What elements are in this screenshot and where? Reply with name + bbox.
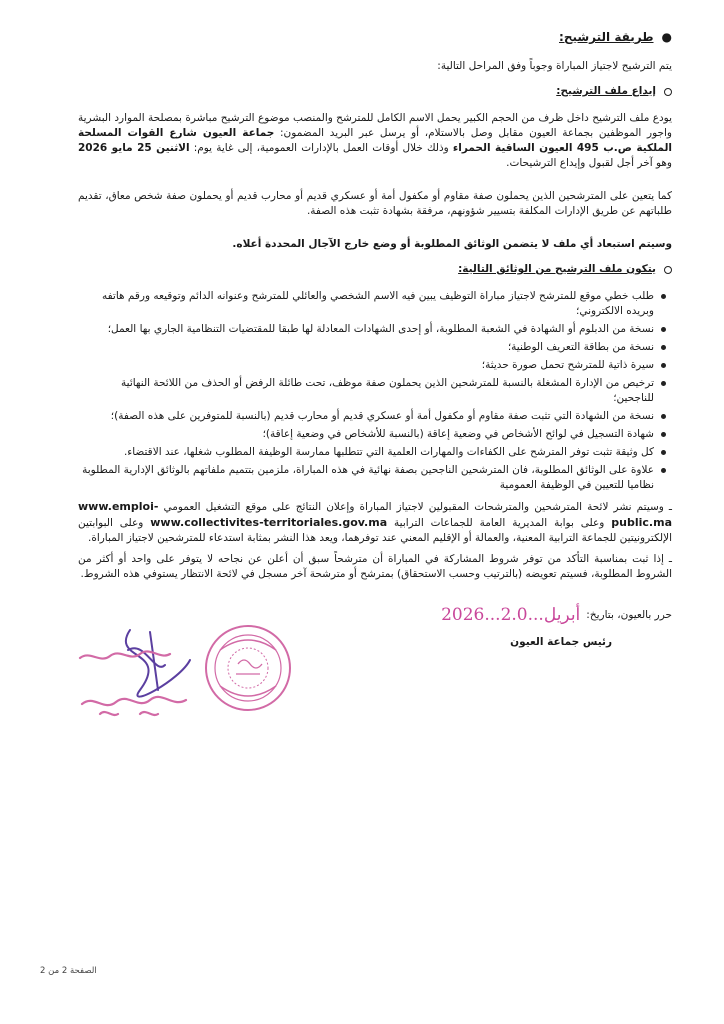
section-title: ● طريقة الترشيح: [559, 30, 672, 44]
docs-list [78, 289, 672, 493]
signature-stamp-block [70, 620, 310, 730]
list-item: سيرة ذاتية للمترشح تحمل صورة حديثة؛ [78, 358, 654, 373]
list-item: نسخة من الشهادة التي تثبت صفة مقاوم أو مكفول أمة أو عسكري قديم أو محارب قديم (بالنسبة للمتوفرين على هذه الصفة)؛ [78, 409, 654, 424]
list-item: طلب خطي موقع للمترشح لاجتياز مباراة التوظيف يبين فيه الاسم الشخصي والعائلي للمترشح وعنوانه الدائم وتوقيعه ورقم هاتفه وبريده الالكتروني؛ [78, 289, 654, 319]
deposit-title: إيداع ملف الترشيح: [78, 84, 672, 99]
deposit-deadline: الاثنين 25 مايو 2026 [78, 142, 190, 154]
bullet-icon: ● [661, 30, 672, 44]
president-stamp-lettering [80, 651, 186, 715]
handwritten-date: 2026...2.0...أبريل [441, 605, 581, 625]
list-item: ترخيص من الإدارة المشغلة بالنسبة للمترشحين الذين يحملون صفة موظف، تحت طائلة الرفض أو الحذف من اللائحة النهائية للناجحين؛ [78, 376, 654, 406]
dateline-label: حرر بالعيون، بتاريخ: [586, 609, 672, 621]
list-item: نسخة من الدبلوم أو الشهادة في الشعبة المطلوبة، أو إحدى الشهادات المعادلة لها طبقا للمقتضيات التنظامية الجاري بها العمل؛ [78, 322, 654, 337]
emploi-public-link[interactable]: www.emploi-public.ma [78, 500, 672, 529]
list-item: علاوة على الوثائق المطلوبة، فان المترشحين الناجحين بصفة نهائية في هذه المباراة، ملزمين بتتميم ملفاتهم بالوثائق الإدارية المطلوبة نظاميا للتعيين في الوظيفة العمومية [78, 463, 654, 493]
intro-text: يتم الترشيح لاجتياز المباراة وجوباً وفق المراحل التالية: [437, 60, 672, 72]
stamp-icon [206, 626, 290, 710]
deposit-address: جماعة العيون شارع القوات المسلحة الملكية ص.ب 495 العيون الساقية الحمراء [78, 127, 672, 154]
circle-bullet-icon [664, 266, 672, 274]
list-item: شهادة التسجيل في لوائح الأشخاص في وضعية إعاقة (بالنسبة للأشخاص في وضعية إعاقة)؛ [78, 427, 654, 442]
document-body [78, 30, 672, 650]
list-item: كل وثيقة تثبت توفر المترشح على الكفاءات والمهارات العلمية التي تتطلبها ممارسة الوظيفة المطلوب شغلها، عند الاقتضاء. [78, 445, 654, 460]
deposit-paragraph-1: يودع ملف الترشيح داخل ظرف من الحجم الكبير يحمل الاسم الكامل للمترشح والمنصب موضوع الترشيح مباشرة بمصلحة الموارد البشرية واجور الموظفين بجماعة العيون مقابل وصل بالاستلام، أو يرسل عبر البريد المضمون: جماعة العيون شارع القوات المسلحة الملكية ص.ب 495 العيون الساقية الحمراء وذلك خلال أوقات العمل بالإدارات العمومية، إلى غاية يوم: الاثنين 25 مايو 2026 وهو آخر أجل لقبول وإيداع الترشيحات. [78, 112, 672, 169]
page-number: الصفحة 2 من 2 [40, 966, 97, 976]
note-publication: ـ وسيتم نشر لائحة المترشحين والمترشحات المقبولين لاجتياز المباراة وإعلان النتائج على موقع التشغيل العمومي www.emploi-public.ma وعلى بوابة المديرية العامة للجماعات الترابية www.collectivites-territoriales.gov.ma وعلى البوابتين الإلكترونيتين للجماعة الترابية المعنية، والعمالة أو الإقليم المعني عند توفرهما، ويعد هذا النشر بمثابة استدعاء للمترشحين لاجتياز المباراة. [78, 500, 672, 544]
deposit-paragraph-2: كما يتعين على المترشحين الذين يحملون صفة مقاوم أو مكفول أمة أو عسكري قديم أو محارب قديم أو يحملون صفة شخص معاق، تقديم طلباتهم عن طريق الإدارات المكلفة بتسيير شؤونهم، مرفقة بشهادة تثبت هذه الصفة. [78, 190, 672, 217]
deposit-paragraph-3: وسيتم استبعاد أي ملف لا يتضمن الوثائق المطلوبة أو وضع خارج الآجال المحددة أعلاه. [232, 238, 672, 250]
circle-bullet-icon [664, 88, 672, 96]
collectivites-link[interactable]: www.collectivites-territoriales.gov.ma [150, 516, 388, 529]
docs-title: يتكون ملف الترشيح من الوثائق التالية: [78, 262, 672, 277]
president-title: رئيس جماعة العيون [510, 636, 612, 648]
list-item: نسخة من بطاقة التعريف الوطنية؛ [78, 340, 654, 355]
signature-icon [126, 630, 190, 697]
note-replacement: ـ إذا ثبت بمناسبة التأكد من توفر شروط المشاركة في المباراة أن مترشحاً سبق أن أعلن عن نجاحه لا يتوفر على واحد أو أكثر من الشروط المطلوبة، فسيتم تعويضه (بالترتيب وحسب الاستحقاق) بمترشح أو مترشحة آخر مسجل في لائحة الانتظار يستوفي هذه الشروط. [78, 553, 672, 580]
